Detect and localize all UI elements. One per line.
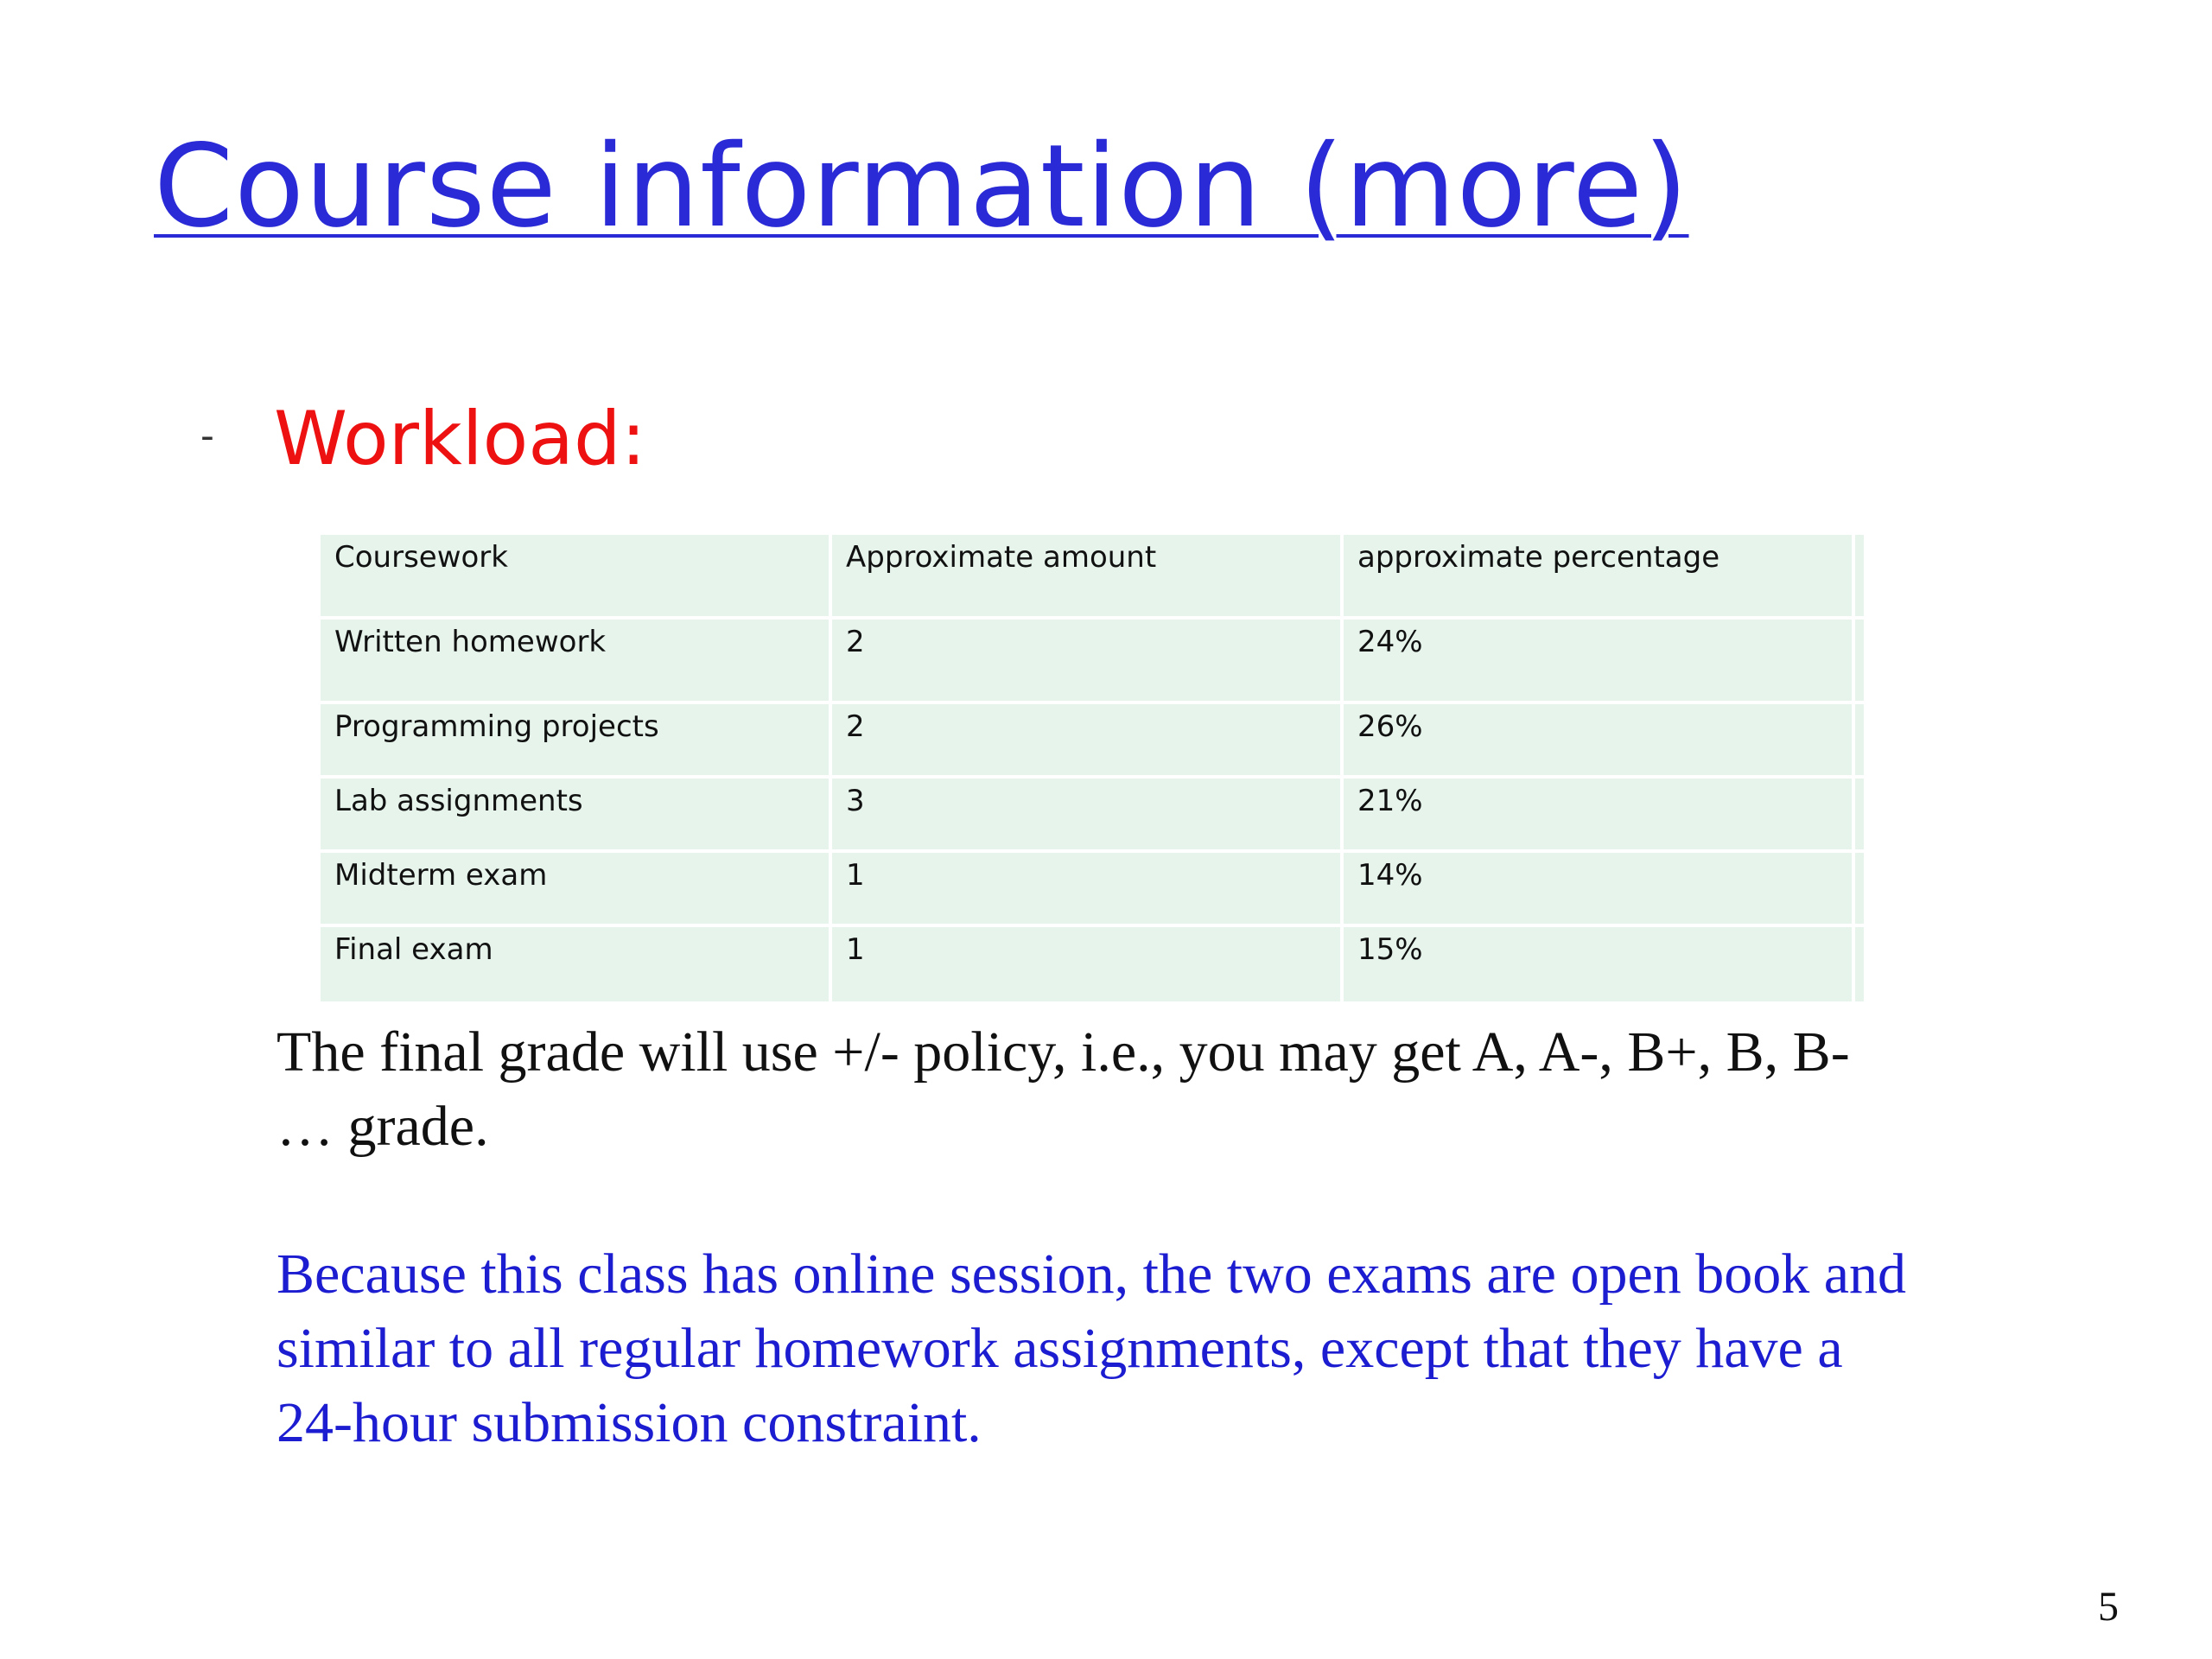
cell-coursework: Lab assignments (319, 777, 830, 851)
grade-policy-text: The final grade will use +/- policy, i.e., you may get A, A-, B+, B, B- … grade. (276, 1020, 1850, 1158)
header-amount: Approximate amount (830, 533, 1342, 618)
header-percentage: approximate percentage (1342, 533, 1853, 618)
workload-table (317, 531, 1867, 1005)
cell-percentage: 24% (1342, 618, 1853, 702)
bullet-dash: - (200, 414, 214, 458)
cell-coursework: Programming projects (319, 702, 830, 777)
cell-coursework: Written homework (319, 618, 830, 702)
cell-amount: 3 (830, 777, 1342, 851)
table-edge-cell (1853, 618, 1866, 702)
table-row (319, 851, 1866, 925)
table-edge-cell (1853, 533, 1866, 618)
slide-title: Course information (more) (154, 120, 1689, 253)
cell-percentage: 21% (1342, 777, 1853, 851)
cell-amount: 2 (830, 702, 1342, 777)
table-row (319, 925, 1866, 1003)
workload-label: Workload: (274, 396, 646, 482)
cell-percentage: 15% (1342, 925, 1853, 1003)
header-coursework: Coursework (319, 533, 830, 618)
workload-bullet (200, 396, 646, 482)
cell-amount: 2 (830, 618, 1342, 702)
cell-percentage: 26% (1342, 702, 1853, 777)
table-edge-cell (1853, 851, 1866, 925)
table-edge-cell (1853, 925, 1866, 1003)
table-row (319, 618, 1866, 702)
cell-coursework: Final exam (319, 925, 830, 1003)
table-header-row (319, 533, 1866, 618)
page-number: 5 (2098, 1584, 2119, 1630)
cell-percentage: 14% (1342, 851, 1853, 925)
exam-note-text: Because this class has online session, the two exams are open book and similar to all regular homework assignments, except that they have a 24-hour submission constraint. (276, 1243, 1907, 1454)
table-edge-cell (1853, 777, 1866, 851)
table-edge-cell (1853, 702, 1866, 777)
cell-coursework: Midterm exam (319, 851, 830, 925)
cell-amount: 1 (830, 851, 1342, 925)
cell-amount: 1 (830, 925, 1342, 1003)
table-row (319, 702, 1866, 777)
table-row (319, 777, 1866, 851)
